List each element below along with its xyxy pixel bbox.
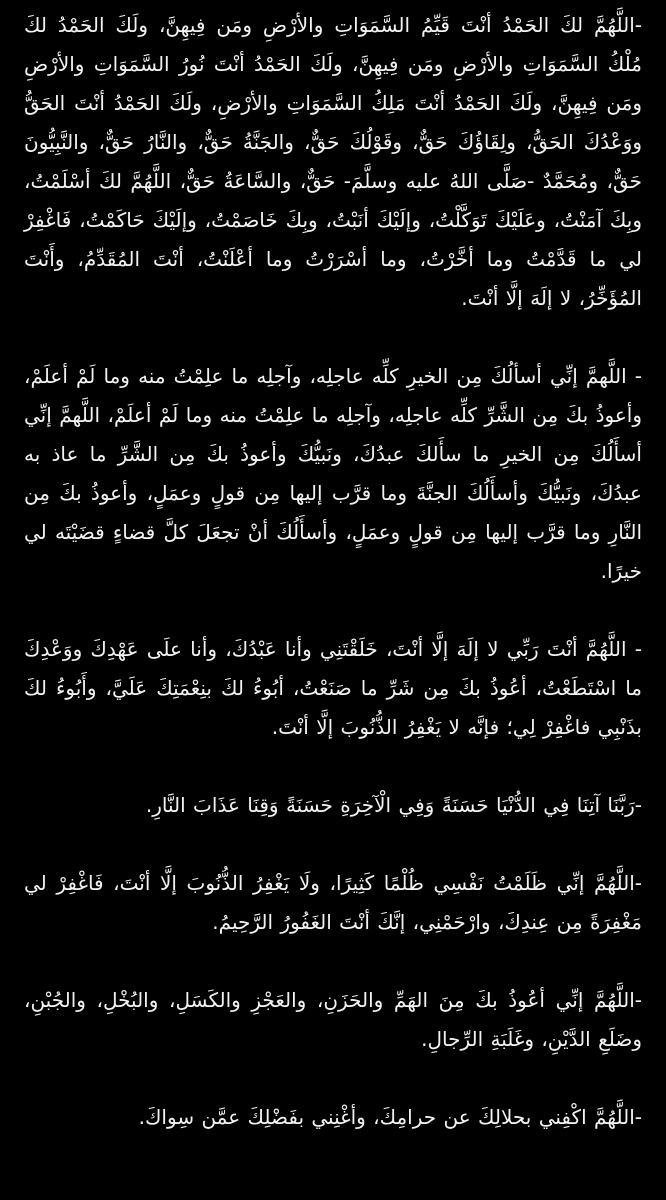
supplication-paragraph-2: - اللَّهمَّ إنِّي أسألُكَ مِن الخيرِ كلِّه عاجلِه، وآجلِه ما علِمْتُ منه وما لَمْ أعلَمْ، وأعوذُ بكَ مِن الشَّرِّ كلِّه عاجلِه، وآجلِه ما علِمْتُ منه وما لَمْ أعلَمْ، اللَّهمَّ إنِّي أسأَلُكَ مِن الخيرِ ما سأَلكَ عبدُكَ، ونَبيُّكَ وأعوذُ بكَ مِن الشَّرِّ ما عاذ به عبدُكَ، ونَبيُّكَ وأسأَلُكَ الجنَّةَ وما قرَّب إليها مِن قولٍ وعمَلٍ، وأعوذُ بكَ مِن النَّارِ وما قرَّب إليها مِن قولٍ وعمَلٍ، وأسأَلُكَ أنْ تجعَلَ كلَّ قضاءٍ قضَيْتَه لي خيرًا. (24, 364, 642, 583)
supplication-paragraph-1: -اللَّهُمَّ لكَ الحَمْدُ أنْتَ قَيِّمُ السَّمَوَاتِ والأرْضِ ومَن فِيهِنَّ، ولَكَ الحَمْدُ لكَ مُلْكُ السَّمَوَاتِ والأرْضِ ومَن فِيهِنَّ، ولَكَ الحَمْدُ أنْتَ نُورُ السَّمَوَاتِ والأرْضِ ومَن فِيهِنَّ، ولَكَ الحَمْدُ أنْتَ مَلِكُ السَّمَوَاتِ والأرْضِ، ولَكَ الحَمْدُ أنْتَ الحَقُّ ووَعْدُكَ الحَقُّ، ولِقَاؤُكَ حَقٌّ، وقَوْلُكَ حَقٌّ، والجَنَّةُ حَقٌّ، والنَّارُ حَقٌّ، والنَّبِيُّونَ حَقٌّ، ومُحَمَّدٌ -صَلَّى اللهُ عليه وسلَّمَ- حَقٌّ، والسَّاعَةُ حَقٌّ، اللَّهُمَّ لكَ أسْلَمْتُ، وبِكَ آمَنْتُ، وعَلَيْكَ تَوَكَّلْتُ، وإلَيْكَ أنَبْتُ، وبِكَ خَاصَمْتُ، وإلَيْكَ حَاكَمْتُ، فَاغْفِرْ لي ما قَدَّمْتُ وما أخَّرْتُ، وما أسْرَرْتُ وما أعْلَنْتُ، أنْتَ المُقَدِّمُ، وأَنْتَ المُؤَخِّرُ، لا إلَهَ إلَّا أنْتَ. (24, 13, 642, 310)
supplication-paragraph-4: -رَبَّنَا آتِنَا فِي الدُّنْيَا حَسَنَةً وَفِي الْآخِرَةِ حَسَنَةً وَقِنَا عَذَابَ النَّارِ. (145, 793, 642, 817)
supplication-paragraph-3: - اللَّهُمَّ أنْتَ رَبِّي لا إلَهَ إلَّا أنْتَ، خَلَقْتَنِي وأنا عَبْدُكَ، وأنا علَى عَهْدِكَ ووَعْدِكَ ما اسْتَطَعْتُ، أعُوذُ بكَ مِن شَرِّ ما صَنَعْتُ، أبُوءُ لكَ بنِعْمَتِكَ عَلَيَّ، وأَبُوءُ لكَ بذَنْبِي فاغْفِرْ لِي؛ فإنَّه لا يَغْفِرُ الذُّنُوبَ إلَّا أنْتَ. (24, 637, 642, 739)
supplication-paragraph-5: -اللَّهُمَّ إنِّي ظَلَمْتُ نَفْسِي ظُلْمًا كَثِيرًا، ولَا يَغْفِرُ الذُّنُوبَ إلَّا أنْتَ، فَاغْفِرْ لي مَغْفِرَةً مِن عِندِكَ، وارْحَمْنِي، إنَّكَ أنْتَ الغَفُورُ الرَّحِيمُ. (24, 871, 642, 934)
supplication-paragraph-7: -اللَّهُمَّ اكْفِني بحلالِكَ عن حرامِكَ، وأغْنِني بفَضْلِكَ عمَّن سِواكَ. (138, 1105, 642, 1129)
supplication-paragraph-6: -اللَّهُمَّ إنِّي أعُوذُ بكَ مِنَ الهَمِّ والحَزَنِ، والعَجْزِ والكَسَلِ، والبُخْلِ، والجُبْنِ، وضَلَعِ الدَّيْنِ، وغَلَبَةِ الرِّجالِ. (24, 988, 642, 1051)
